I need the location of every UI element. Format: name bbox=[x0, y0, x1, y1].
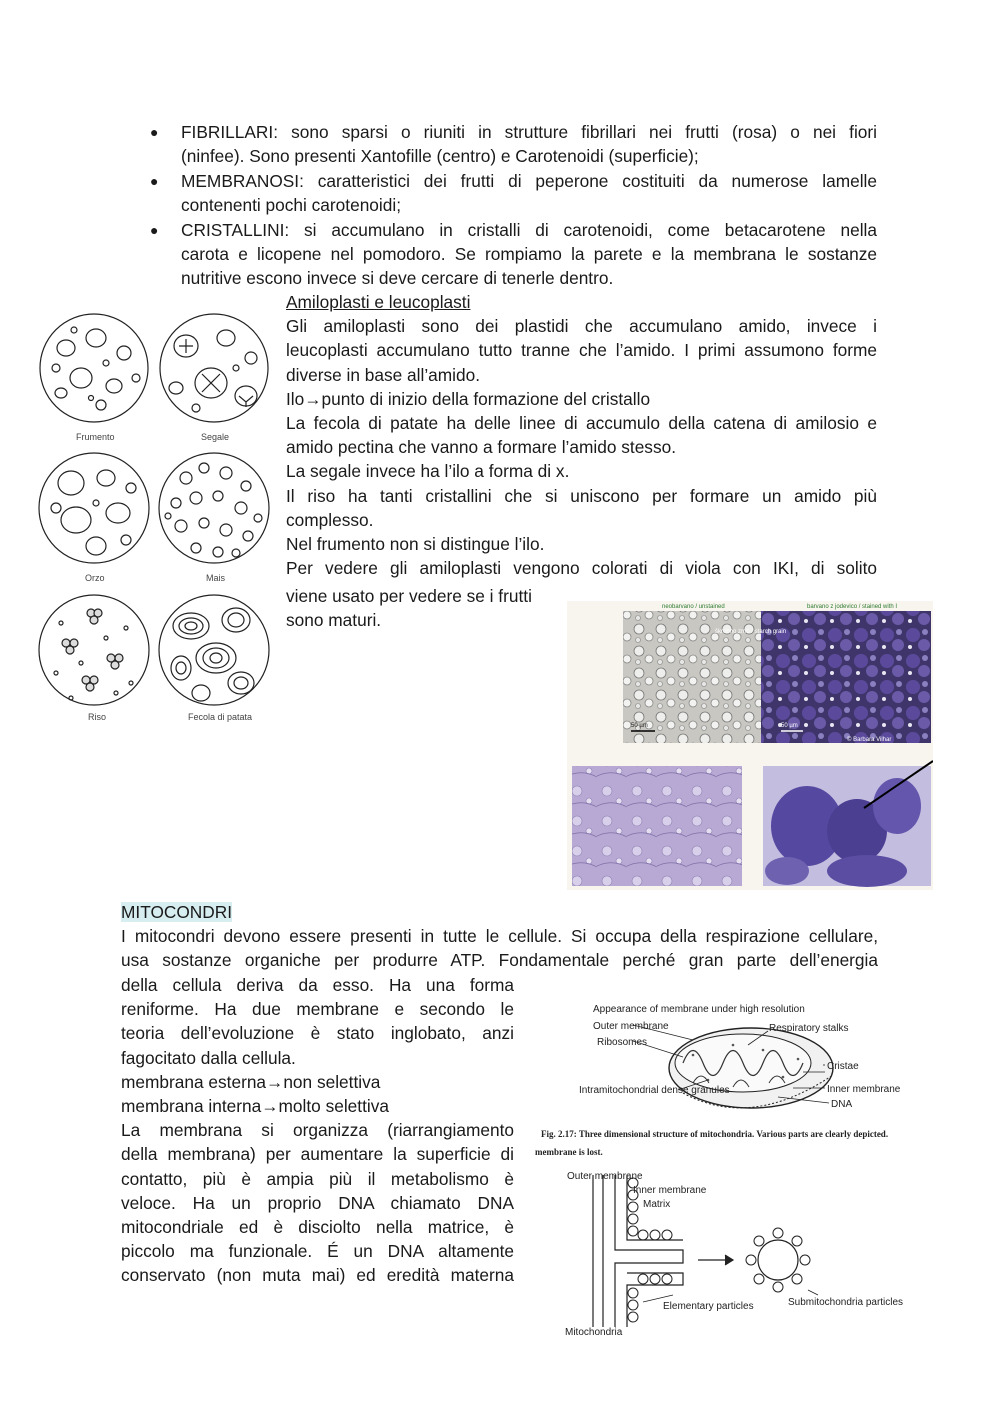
text-line: Ilo→punto di inizio della formazione del cristallo bbox=[286, 388, 651, 409]
micrograph-label-stained: barvano z jodevico / stained with I bbox=[807, 604, 898, 610]
micrograph-scale-left: 50 µm bbox=[631, 723, 648, 729]
text-line: contenenti pochi carotenoidi; bbox=[181, 195, 402, 216]
starch-riso-drawing bbox=[39, 595, 149, 705]
starch-grains-figure bbox=[36, 308, 276, 723]
bullet-dot: ● bbox=[150, 124, 159, 140]
starch-label-frumento: Frumento bbox=[76, 432, 115, 442]
amiloplasti-wrap-text bbox=[286, 584, 566, 632]
text-line: nutritive escono invece si deve cercare di tenerle dentro. bbox=[181, 268, 614, 289]
text-line: sono maturi. bbox=[286, 610, 382, 631]
bullet-dot: ● bbox=[150, 173, 159, 189]
text-line: della membrana) per aumentare la superficie di bbox=[121, 1144, 514, 1165]
section-heading bbox=[121, 900, 878, 924]
starch-patata-drawing bbox=[159, 595, 269, 705]
starch-micrograph-panel bbox=[567, 601, 933, 890]
starch-frumento-drawing bbox=[40, 314, 148, 422]
mitochondria-diagram bbox=[533, 995, 933, 1340]
lower-label-inner-membrane: Inner membrane bbox=[633, 1185, 707, 1196]
starch-label-fecola: Fecola di patata bbox=[188, 712, 253, 722]
text-line: FIBRILLARI: sono sparsi o riuniti in strutture fibrillari nei frutti (rosa) o nei fiori bbox=[181, 122, 877, 142]
text-line: La segale invece ha l’ilo a forma di x. bbox=[286, 461, 570, 482]
amiloplasti-section bbox=[286, 290, 877, 580]
lower-label-submitochondria: Submitochondria particles bbox=[788, 1297, 904, 1308]
starch-label-mais: Mais bbox=[206, 573, 226, 583]
text-line: Nel frumento non si distingue l’ilo. bbox=[286, 534, 545, 555]
text-line: mitocondriale ed è disciolto nella matrice, è bbox=[121, 1217, 514, 1238]
text-line: amido pectina che vanno a formare l’amido stesso. bbox=[286, 437, 676, 458]
starch-mais-drawing bbox=[159, 453, 269, 563]
label-outer-membrane: Outer membrane bbox=[593, 1021, 669, 1032]
text-line: diverse in base all’amido. bbox=[286, 364, 481, 385]
figure-caption: Fig. 2.17: Three dimensional structure of mitochondria. Various parts are clearly depicted. bbox=[541, 1129, 889, 1139]
label-ribosomes: Ribosomes bbox=[597, 1037, 648, 1048]
micrograph-label-unstained: neobarvano / unstained bbox=[662, 604, 725, 610]
bullet-item-membranosi bbox=[181, 169, 877, 217]
text-line: Gli amiloplasti sono dei plastidi che accumulano amido, invece i bbox=[286, 316, 877, 337]
text-line: carota e licopene nel pomodoro. Se rompiamo la parete e la membrana le sostanze bbox=[181, 244, 877, 265]
text-line: contatto, più è ampia più il metabolismo è bbox=[121, 1168, 514, 1189]
bullet-dot: ● bbox=[150, 222, 159, 238]
starch-label-riso: Riso bbox=[88, 712, 107, 722]
label-respiratory-stalks: Respiratory stalks bbox=[769, 1023, 849, 1034]
text-line: della cellula deriva da esso. Ha una forma bbox=[121, 975, 514, 995]
label-cristae: Cristae bbox=[827, 1061, 859, 1072]
text-line: leucoplasti accumulano tutto tranne che l’amido. I primi assumono forme bbox=[286, 340, 877, 361]
mitocondri-section bbox=[121, 900, 878, 973]
text-line: conservato (non muta mai) ed eredità materna bbox=[121, 1265, 514, 1286]
lower-label-mitochondria: Mitochondria bbox=[565, 1327, 623, 1338]
lower-label-outer-membrane: Outer membrane bbox=[567, 1171, 643, 1182]
label-inner-membrane: Inner membrane bbox=[827, 1084, 901, 1095]
lower-title: membrane is lost. bbox=[535, 1147, 603, 1157]
starch-segale-drawing bbox=[160, 314, 268, 422]
section-heading: Amiloplasti e leucoplasti bbox=[286, 292, 471, 312]
micrograph-scale-right: 50 µm bbox=[781, 723, 798, 729]
text-line: membrana interna→molto selettiva bbox=[121, 1096, 389, 1117]
text-line: membrana esterna→non selettiva bbox=[121, 1071, 381, 1092]
text-line: La membrana si organizza (riarrangiamento bbox=[121, 1120, 514, 1141]
text-line: teoria dell’evoluzione è stato inglobato, anzi bbox=[121, 1023, 514, 1044]
text-line: complesso. bbox=[286, 509, 374, 530]
text-line: Il riso ha tanti cristallini che si uniscono per formare un amido più bbox=[286, 485, 877, 506]
text-line: veloce. Ha un proprio DNA chiamato DNA bbox=[121, 1192, 514, 1213]
starch-label-orzo: Orzo bbox=[85, 573, 105, 583]
text-line: CRISTALLINI: si accumulano in cristalli di carotenoidi, come betacarotene nella bbox=[181, 220, 877, 240]
text-line: I mitocondri devono essere presenti in tutte le cellule. Si occupa della respirazione cellulare, bbox=[121, 926, 878, 947]
text-line: MEMBRANOSI: caratteristici dei frutti di peperone costituiti da numerose lamelle bbox=[181, 171, 877, 191]
text-line: fagocitato dalla cellula. bbox=[121, 1047, 296, 1068]
text-line: viene usato per vedere se i frutti bbox=[286, 586, 532, 606]
text-line: (ninfee). Sono presenti Xantofille (centro) e Carotenoidi (superficie); bbox=[181, 146, 699, 167]
label-granules: Intramitochondrial dense granules bbox=[579, 1085, 730, 1096]
text-line: usa sostanze organiche per produrre ATP. Fondamentale perché gran parte dell’energia bbox=[121, 950, 878, 971]
starch-label-segale: Segale bbox=[201, 432, 230, 442]
text-line: La fecola di patate ha delle linee di accumulo della catena di amilosio e bbox=[286, 413, 877, 434]
micrograph-label-grain: škrobno zrno / starch grain bbox=[715, 629, 787, 635]
text-line: piccolo ma funzionale. É un DNA altamente bbox=[121, 1241, 514, 1262]
mitocondri-column bbox=[121, 973, 514, 1288]
lower-label-matrix: Matrix bbox=[643, 1199, 671, 1210]
bullet-item-cristallini bbox=[181, 218, 877, 291]
lower-label-elementary-particles: Elementary particles bbox=[663, 1301, 754, 1312]
diagram-top-title: Appearance of membrane under high resolution bbox=[593, 1004, 805, 1015]
text-line: Per vedere gli amiloplasti vengono colorati di viola con IKI, di solito bbox=[286, 558, 877, 579]
micrograph-credit: © Barbara Vilhar bbox=[847, 737, 892, 743]
heading-highlight: MITOCONDRI bbox=[121, 902, 233, 922]
bullet-item-fibrillari bbox=[181, 120, 877, 168]
starch-orzo-drawing bbox=[39, 453, 149, 563]
text-line: reniforme. Ha due membrane e secondo le bbox=[121, 999, 514, 1020]
label-dna: DNA bbox=[831, 1099, 853, 1110]
